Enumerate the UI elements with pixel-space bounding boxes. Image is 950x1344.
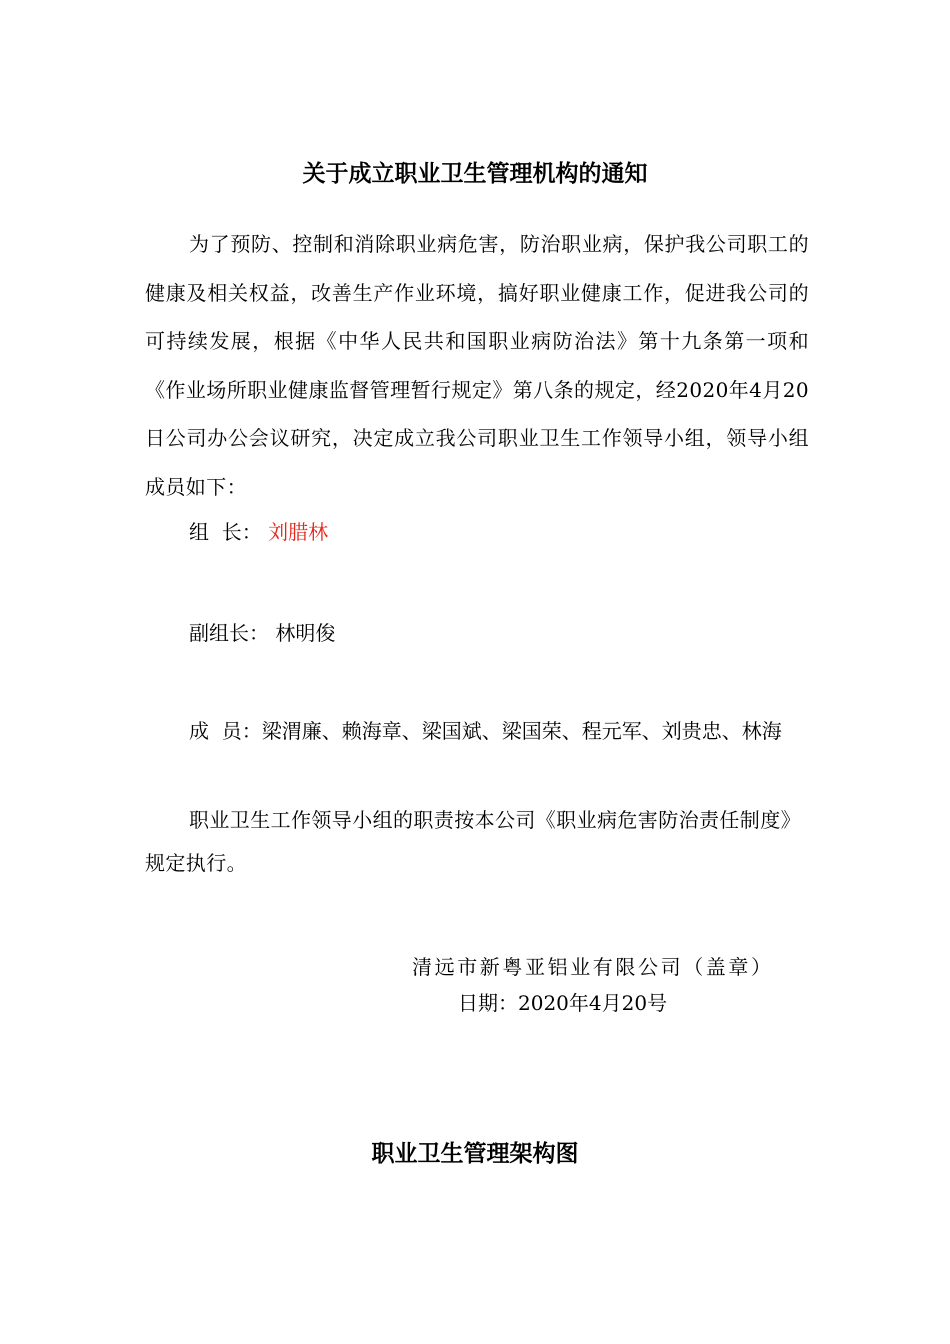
deputy-label: 副组长： [189, 621, 269, 645]
deputy-line [189, 618, 335, 648]
members-line [189, 716, 782, 746]
leader-name: 刘腊林 [268, 520, 329, 544]
company-signature: 清远市新粤亚铝业有限公司（盖章） [412, 955, 774, 979]
members-label: 成 员： [189, 719, 262, 743]
notice-title: 关于成立职业卫生管理机构的通知 [302, 160, 648, 187]
members-names: 梁渭廉、赖海章、梁国斌、梁国荣、程元军、刘贵忠、林海 [261, 719, 782, 743]
leader-label: 组 长： [189, 520, 262, 544]
notice-body: 为了预防、控制和消除职业病危害，防治职业病，保护我公司职工的健康及相关权益，改善生产作业环境，搞好职业健康工作，促进我公司的可持续发展，根据《中华人民共和国职业病防治法》第十九条第一项和《作业场所职业健康监督管理暂行规定》第八条的规定，经2020年4月20日公司办公会议研究，决定成立我公司职业卫生工作领导小组，领导小组成员如下： [145, 232, 809, 499]
duty-paragraph: 职业卫生工作领导小组的职责按本公司《职业病危害防治责任制度》规定执行。 [145, 808, 801, 875]
leader-line [189, 517, 328, 547]
deputy-name: 林明俊 [275, 621, 336, 645]
org-chart-title: 职业卫生管理架构图 [371, 1140, 579, 1167]
notice-date: 日期：2020年4月20号 [458, 991, 668, 1015]
